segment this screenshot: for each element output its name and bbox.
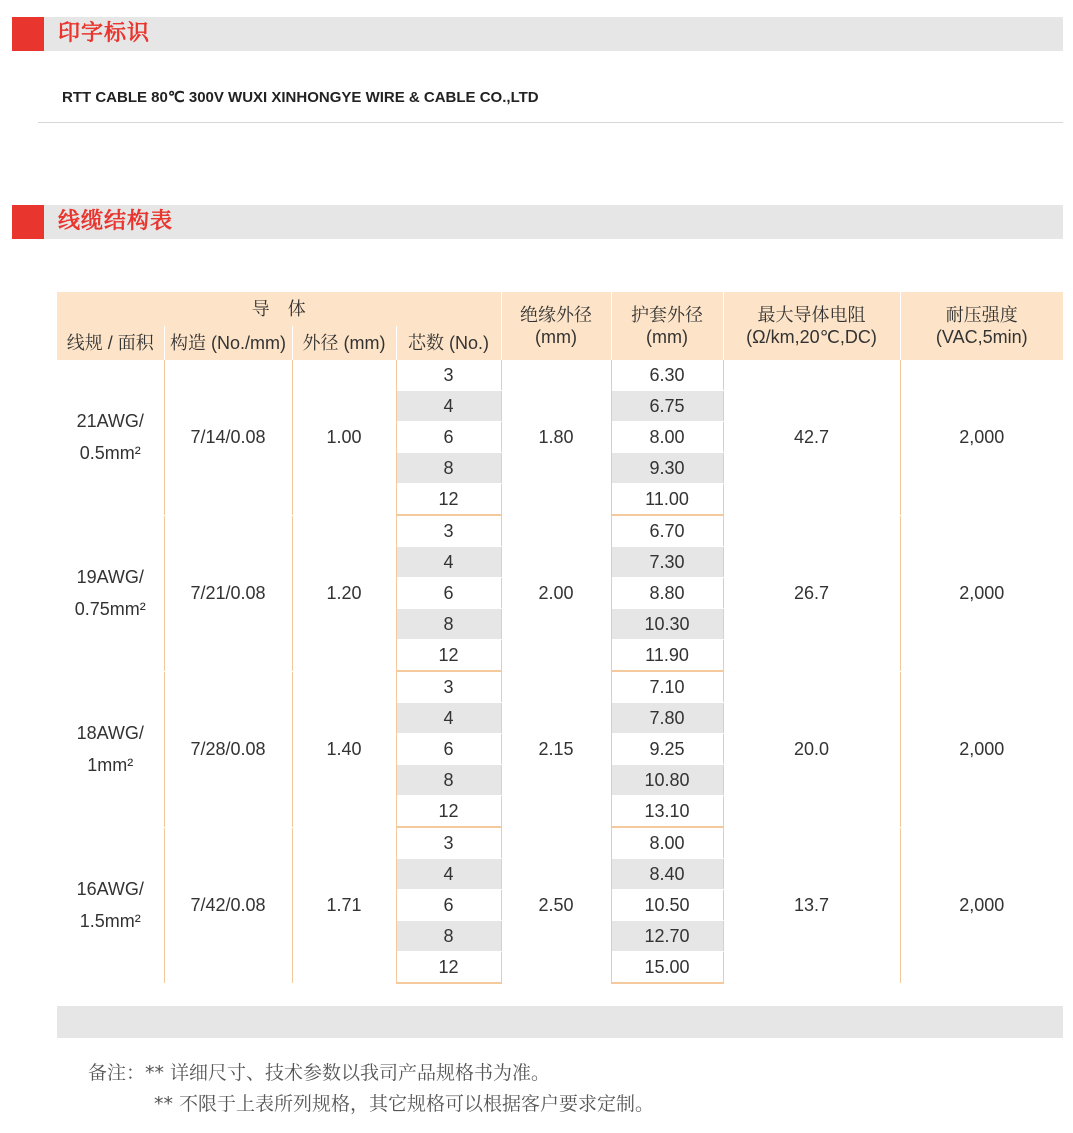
cell-cores: 3 [396, 360, 501, 391]
cell-construction: 7/14/0.08 [164, 360, 292, 515]
cell-jacket-od: 6.75 [611, 391, 723, 422]
cell-max-resistance: 13.7 [723, 827, 900, 983]
cell-max-resistance: 20.0 [723, 671, 900, 827]
cell-conductor-od: 1.20 [292, 515, 396, 671]
header-conductor-od: 外径 (mm) [292, 326, 396, 360]
cell-cores: 4 [396, 547, 501, 578]
cell-cores: 12 [396, 796, 501, 828]
header-construction: 构造 (No./mm) [164, 326, 292, 360]
cell-jacket-od: 7.10 [611, 671, 723, 703]
cell-cores: 12 [396, 640, 501, 672]
cell-jacket-od: 10.50 [611, 890, 723, 921]
section-title-marking: 印字标识 [58, 21, 151, 46]
cell-conductor-od: 1.71 [292, 827, 396, 983]
cell-gauge: 18AWG/ 1mm² [57, 671, 164, 827]
cell-gauge: 16AWG/ 1.5mm² [57, 827, 164, 983]
cell-jacket-od: 10.80 [611, 765, 723, 796]
cell-cores: 3 [396, 827, 501, 859]
cell-jacket-od: 8.00 [611, 827, 723, 859]
section-header-table [12, 205, 1063, 239]
cell-gauge: 21AWG/ 0.5mm² [57, 360, 164, 515]
cell-construction: 7/28/0.08 [164, 671, 292, 827]
cell-jacket-od: 8.80 [611, 578, 723, 609]
table-row [57, 360, 1063, 391]
table-footer-bar [57, 1006, 1063, 1038]
cell-cores: 6 [396, 734, 501, 765]
header-conductor: 导 体 [57, 292, 501, 326]
cell-insulation-od: 2.50 [501, 827, 611, 983]
cell-max-resistance: 26.7 [723, 515, 900, 671]
header-max-resistance: 最大导体电阻 (Ω/km,20℃,DC) [723, 292, 900, 360]
header-withstand-voltage: 耐压强度 (VAC,5min) [900, 292, 1063, 360]
cell-cores: 3 [396, 515, 501, 547]
cell-jacket-od: 6.70 [611, 515, 723, 547]
cell-cores: 8 [396, 765, 501, 796]
cell-insulation-od: 1.80 [501, 360, 611, 515]
cell-cores: 12 [396, 952, 501, 984]
cell-jacket-od: 8.40 [611, 859, 723, 890]
cell-cores: 4 [396, 391, 501, 422]
cell-withstand-voltage: 2,000 [900, 671, 1063, 827]
cable-marking-text: RTT CABLE 80℃ 300V WUXI XINHONGYE WIRE & CABLE CO.,LTD [62, 89, 539, 106]
divider [38, 122, 1063, 123]
cell-withstand-voltage: 2,000 [900, 515, 1063, 671]
table-row [57, 827, 1063, 859]
cable-structure-table [57, 292, 1063, 984]
cell-conductor-od: 1.00 [292, 360, 396, 515]
cell-jacket-od: 12.70 [611, 921, 723, 952]
cell-cores: 3 [396, 671, 501, 703]
notes [88, 1058, 654, 1120]
header-insulation-od: 绝缘外径 (mm) [501, 292, 611, 360]
header-gauge: 线规 / 面积 [57, 326, 164, 360]
cell-max-resistance: 42.7 [723, 360, 900, 515]
cell-jacket-od: 8.00 [611, 422, 723, 453]
cell-cores: 6 [396, 422, 501, 453]
table-row [57, 671, 1063, 703]
header-cores: 芯数 (No.) [396, 326, 501, 360]
section-header-marking [12, 17, 1063, 51]
cell-jacket-od: 9.30 [611, 453, 723, 484]
cell-cores: 4 [396, 859, 501, 890]
section-marker [12, 205, 44, 239]
cell-insulation-od: 2.00 [501, 515, 611, 671]
cell-construction: 7/42/0.08 [164, 827, 292, 983]
cell-jacket-od: 6.30 [611, 360, 723, 391]
cell-withstand-voltage: 2,000 [900, 360, 1063, 515]
table-row [57, 515, 1063, 547]
cell-jacket-od: 10.30 [611, 609, 723, 640]
note-line-2: ** 不限于上表所列规格，其它规格可以根据客户要求定制。 [154, 1093, 655, 1115]
cell-jacket-od: 7.30 [611, 547, 723, 578]
cell-jacket-od: 11.90 [611, 640, 723, 672]
cell-conductor-od: 1.40 [292, 671, 396, 827]
cell-construction: 7/21/0.08 [164, 515, 292, 671]
cell-jacket-od: 9.25 [611, 734, 723, 765]
cell-jacket-od: 15.00 [611, 952, 723, 984]
cell-jacket-od: 11.00 [611, 484, 723, 516]
cell-cores: 6 [396, 890, 501, 921]
cell-cores: 8 [396, 609, 501, 640]
section-marker [12, 17, 44, 51]
cell-cores: 8 [396, 453, 501, 484]
cell-cores: 12 [396, 484, 501, 516]
note-line-1: 备注：** 详细尺寸、技术参数以我司产品规格书为准。 [88, 1062, 551, 1084]
cell-withstand-voltage: 2,000 [900, 827, 1063, 983]
cell-gauge: 19AWG/ 0.75mm² [57, 515, 164, 671]
cell-jacket-od: 13.10 [611, 796, 723, 828]
cell-cores: 8 [396, 921, 501, 952]
cell-cores: 4 [396, 703, 501, 734]
cell-cores: 6 [396, 578, 501, 609]
section-title-table: 线缆结构表 [58, 209, 174, 234]
cell-insulation-od: 2.15 [501, 671, 611, 827]
header-jacket-od: 护套外径 (mm) [611, 292, 723, 360]
cell-jacket-od: 7.80 [611, 703, 723, 734]
